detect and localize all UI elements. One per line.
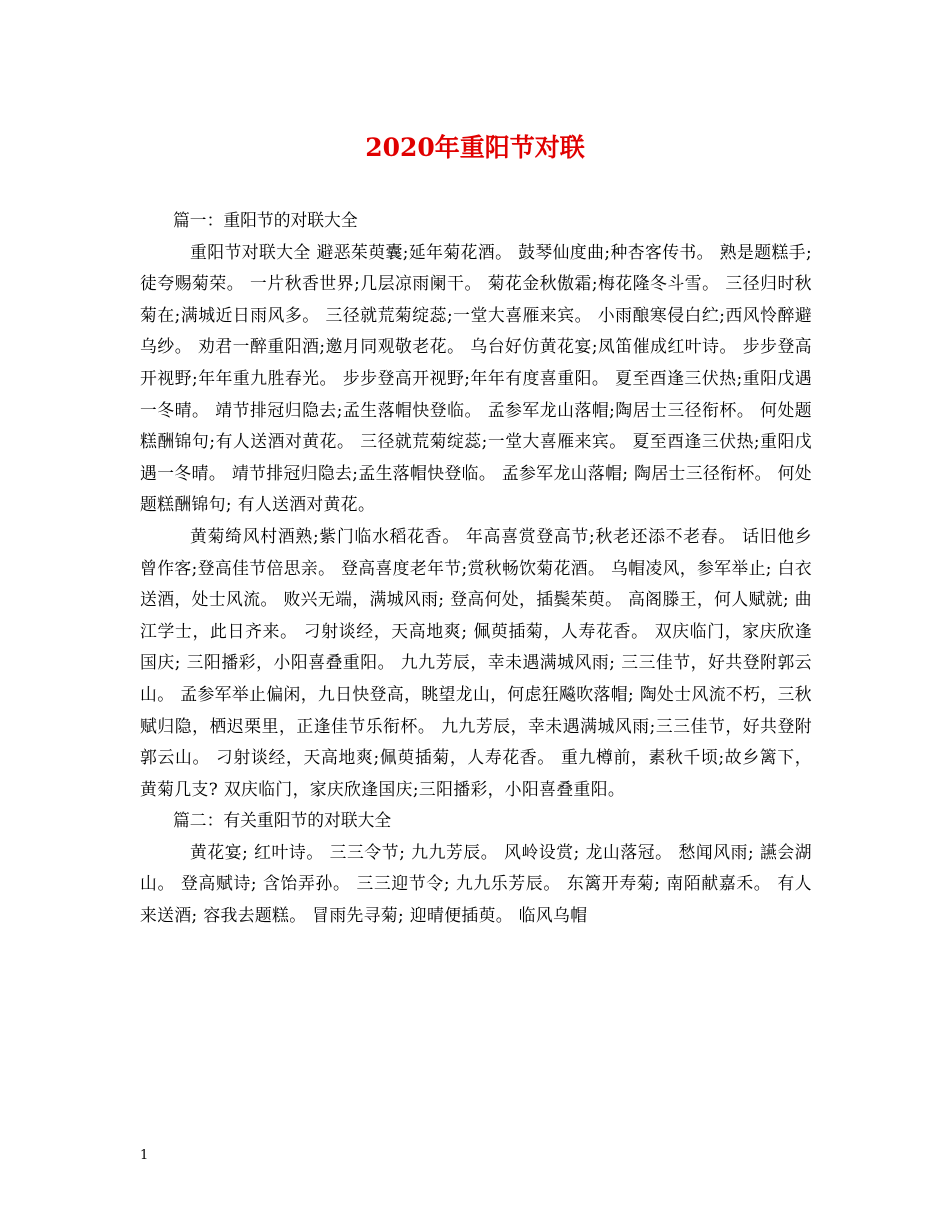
paragraph: 黄菊绮风村酒熟;紫门临水稻花香。 年高喜赏登高节;秋老还添不老春。 话旧他乡曾作客;登高佳节倍思亲。 登高喜度老年节;赏秋畅饮菊花酒。 乌帽凌风，参军举止; 白衣送酒，处士风流。 败兴无端，满城风雨; 登高何处，插鬓茱萸。 高阁滕王，何人赋就; 曲江学士，此日齐来。 刁射谈经，天高地爽; 佩萸插菊，人寿花香。 双庆临门，家庆欣逢国庆; 三阳播彩，小阳喜叠重阳。 九九芳辰，幸未遇满城风雨; 三三佳节，好共登附郭云山。 孟参军举止偏闲，九日快登高，眺望龙山，何虑狂飚吹落帽; 陶处士风流不朽，三秋赋归隐，栖迟栗里，正逢佳节乐衔杯。 九九芳辰，幸未遇满城风雨;三三佳节，好共登附郭云山。 刁射谈经，天高地爽;佩萸插菊，人寿花香。 重九樽前，素秋千顷;故乡篱下，黄菊几支? 双庆临门，家庆欣逢国庆;三阳播彩，小阳喜叠重阳。 [140,525,812,799]
document-body [140,205,812,932]
paragraph: 重阳节对联大全 避恶茱萸囊;延年菊花酒。 鼓琴仙度曲;种杏客传书。 熟是题糕手;徒夸赐菊荣。 一片秋香世界;几层凉雨阑干。 菊花金秋傲霜;梅花隆冬斗雪。 三径归时秋菊在;满城近日雨风多。 三径就荒菊绽蕊;一堂大喜雁来宾。 小雨酿寒侵白纻;西风怜醉避乌纱。 劝君一醉重阳酒;邀月同观敬老花。 乌台好仿黄花宴;凤笛催成红叶诗。 步步登高开视野;年年重九胜春光。 步步登高开视野;年年有度喜重阳。 夏至酉逢三伏热;重阳戊遇一冬晴。 靖节排冠归隐去;孟生落帽快登临。 孟参军龙山落帽;陶居士三径衔杯。 何处题糕酬锦句;有人送酒对黄花。 三径就荒菊绽蕊;一堂大喜雁来宾。 夏至酉逢三伏热;重阳戊遇一冬晴。 靖节排冠归隐去;孟生落帽快登临。 孟参军龙山落帽; 陶居士三径衔杯。 何处题糕酬锦句; 有人送酒对黄花。 [140,241,812,515]
page-number: 1 [140,1148,149,1163]
paragraph: 黄花宴; 红叶诗。 三三令节; 九九芳辰。 风岭设赏; 龙山落冠。 愁闻风雨; 讌会湖山。 登高赋诗; 含饴弄孙。 三三迎节令; 九九乐芳辰。 东篱开寿菊; 南陌献嘉禾。 有人来送酒; 容我去题糕。 冒雨先寻菊; 迎晴便插萸。 临风乌帽 [140,841,812,926]
document-title: 2020年重阳节对联 [365,133,585,162]
section-heading: 篇一：重阳节的对联大全 [173,210,358,230]
section-heading: 篇二：有关重阳节的对联大全 [173,810,392,831]
